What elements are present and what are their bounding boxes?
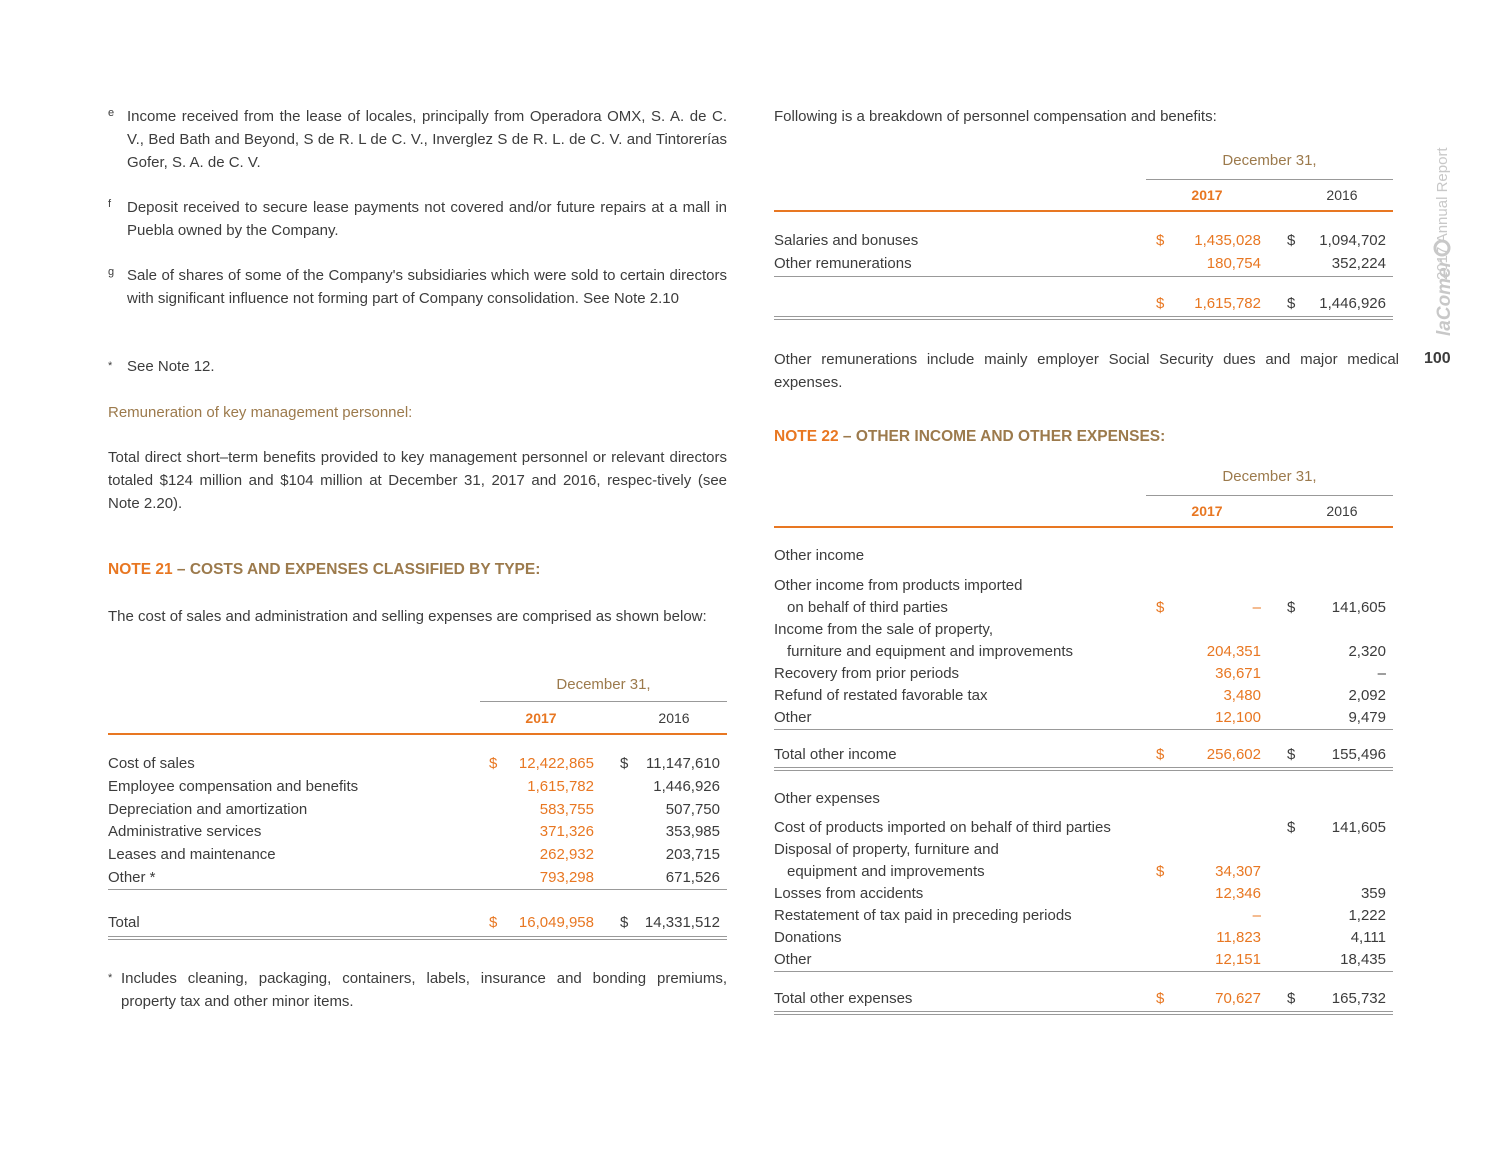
row-label: Other *	[108, 869, 156, 886]
total-double-rule	[774, 316, 1393, 320]
currency-2017: $	[1156, 599, 1165, 616]
value-2017: 1,615,782	[1194, 295, 1261, 312]
row-label: Losses from accidents	[774, 885, 924, 902]
table-row	[774, 663, 1393, 685]
value-2017: 180,754	[1206, 255, 1261, 272]
subtotal-rule	[774, 276, 1393, 277]
row-label: Employee compensation and benefits	[108, 777, 359, 795]
expense-total-double-rule	[774, 1011, 1393, 1015]
table-row	[774, 883, 1393, 905]
year-2016: 2016	[658, 710, 690, 726]
note22-title: – OTHER INCOME AND OTHER EXPENSES:	[838, 428, 1166, 445]
table-row	[774, 230, 1393, 252]
table-row	[774, 619, 1393, 641]
value-2017: 371,326	[539, 823, 594, 841]
value-2016: 155,496	[1331, 746, 1386, 763]
value-2017: 16,049,958	[518, 914, 594, 931]
row-label: Income from the sale of property,	[774, 621, 993, 638]
table-row	[108, 844, 727, 866]
value-2016: 11,147,610	[646, 755, 720, 772]
currency-2016: $	[620, 914, 629, 931]
table-row	[108, 821, 727, 843]
income-total-double-rule	[774, 767, 1393, 771]
note22-heading	[774, 428, 1165, 446]
table-row	[108, 776, 727, 798]
table-period: December 31,	[1222, 468, 1317, 485]
value-2017: 12,422,865	[518, 755, 594, 772]
income-total-row	[774, 744, 1393, 766]
row-label: furniture and equipment and improvements	[787, 643, 1073, 660]
footnote-e	[108, 105, 727, 174]
value-2017: 3,480	[1223, 687, 1261, 704]
expense-subtotal-rule	[774, 971, 1393, 972]
row-label: Salaries and bonuses	[774, 232, 919, 249]
value-2016: 1,446,926	[653, 777, 720, 795]
personnel-intro: Following is a breakdown of personnel compensation and benefits:	[774, 108, 1217, 125]
note22-number: NOTE 22	[774, 428, 839, 445]
note21-intro: The cost of sales and administration and selling expenses are comprised as shown below:	[108, 608, 707, 625]
row-label: Other	[774, 709, 812, 726]
footnote-mark: *	[108, 972, 113, 984]
header-rule	[1146, 179, 1393, 180]
currency-2017: $	[489, 755, 498, 772]
table-row	[108, 753, 727, 775]
value-2016: 14,331,512	[644, 914, 720, 931]
row-label: Administrative services	[108, 823, 262, 841]
table-period: December 31,	[1222, 152, 1317, 169]
value-2016: 1,222	[1348, 907, 1386, 924]
personnel-note: Other remunerations include mainly employer Social Security dues and major medical expenses.	[774, 351, 1399, 391]
year-2017: 2017	[525, 710, 557, 726]
value-2016: 1,094,702	[1319, 232, 1386, 249]
section-label: Other expenses	[774, 790, 880, 807]
value-2017: 1,435,028	[1194, 232, 1261, 249]
value-2016: 1,446,926	[1319, 295, 1386, 312]
row-label: Disposal of property, furniture and	[774, 841, 999, 858]
income-subtotal-rule	[774, 729, 1393, 730]
note21-heading	[108, 561, 540, 579]
row-label: Donations	[774, 929, 842, 946]
footnote-mark: g	[108, 266, 115, 278]
note21-footnote	[108, 967, 727, 1013]
remuneration-heading: Remuneration of key management personnel:	[108, 404, 413, 421]
table-row	[774, 949, 1393, 971]
footnote-text: See Note 12.	[127, 358, 215, 375]
row-label: Other remunerations	[774, 255, 912, 272]
year-2016: 2016	[1326, 187, 1358, 203]
footnote-text: Income received from the lease of locales, principally from Operadora OMX, S. A. de C. V., Bed Bath and Beyond, S de R. L de C. V., Inverglez S de R. L. de C. V. and Tintorerías Gofer, S. A. de C. V.	[127, 108, 727, 171]
footnote-text: Deposit received to secure lease payments not covered and/or future repairs at a mall in Puebla owned by the Company.	[127, 199, 727, 239]
income-heading	[774, 545, 1393, 567]
value-2017: –	[1252, 907, 1261, 924]
logo-text: laComer	[1434, 259, 1455, 336]
currency-2016: $	[620, 755, 629, 772]
table-row	[774, 707, 1393, 729]
value-2017: 70,627	[1215, 990, 1261, 1007]
value-2016: –	[1377, 665, 1386, 682]
table-row	[108, 799, 727, 821]
value-2016: 141,605	[1331, 819, 1386, 836]
table-row	[108, 867, 727, 889]
remuneration-text: Total direct short–term benefits provided to key management personnel or relevant directors totaled $124 million and $104 million at December 31, 2017 and 2016, respec-tively (see Note 2.20).	[108, 449, 727, 512]
row-label: Total other expenses	[774, 990, 913, 1007]
personnel-table	[774, 150, 1393, 325]
note21-number: NOTE 21	[108, 561, 173, 578]
row-label: Cost of products imported on behalf of third parties	[774, 819, 1111, 836]
note22-table	[774, 466, 1393, 1026]
year-2017: 2017	[1191, 187, 1223, 203]
row-label: Cost of sales	[108, 755, 195, 772]
value-2017: 256,602	[1206, 746, 1261, 763]
table-row	[774, 253, 1393, 275]
table-total-row	[108, 912, 727, 934]
value-2017: 36,671	[1215, 665, 1261, 682]
header-rule	[480, 701, 727, 702]
row-label: on behalf of third parties	[787, 599, 948, 616]
currency-2017: $	[1156, 990, 1165, 1007]
value-2016: 359	[1360, 885, 1386, 902]
currency-2017: $	[489, 914, 498, 931]
currency-2017: $	[1156, 746, 1165, 763]
row-label: Restatement of tax paid in preceding periods	[774, 907, 1072, 924]
row-label: Other income from products imported	[774, 577, 1023, 594]
value-2017: 12,151	[1215, 951, 1261, 968]
page-number: 100	[1424, 350, 1451, 367]
currency-2016: $	[1287, 295, 1296, 312]
footnote-mark: *	[108, 360, 113, 372]
value-2016: 4,111	[1350, 929, 1386, 946]
currency-2016: $	[1287, 990, 1296, 1007]
table-row	[774, 927, 1393, 949]
total-double-rule	[108, 936, 727, 940]
expense-total-row	[774, 988, 1393, 1010]
value-2017: 11,823	[1216, 929, 1261, 946]
currency-2017: $	[1156, 232, 1165, 249]
row-label: Refund of restated favorable tax	[774, 687, 988, 704]
table-row	[774, 839, 1393, 861]
table-row	[774, 861, 1393, 883]
currency-2017: $	[1156, 295, 1165, 312]
value-2016: 2,092	[1348, 687, 1386, 704]
value-2016: 671,526	[665, 869, 720, 886]
year-2016: 2016	[1326, 503, 1358, 519]
footnote-star	[108, 355, 727, 378]
row-label: Total other income	[774, 746, 897, 763]
table-row	[774, 575, 1393, 597]
value-2016: 165,732	[1331, 990, 1386, 1007]
header-rule-orange	[774, 526, 1393, 528]
footnote-text: Sale of shares of some of the Company's subsidiaries which were sold to certain directors with significant influence not forming part of Company consolidation. See Note 2.10	[127, 267, 727, 307]
currency-2017: $	[1156, 863, 1165, 880]
footnote-g	[108, 264, 727, 310]
value-2016: 352,224	[1331, 255, 1386, 272]
row-label: Other	[774, 951, 812, 968]
header-rule-orange	[774, 210, 1393, 212]
header-rule	[1146, 495, 1393, 496]
value-2016: 2,320	[1348, 643, 1386, 660]
section-label: Other income	[774, 547, 865, 564]
row-label: Depreciation and amortization	[108, 800, 308, 818]
sidebar-graphic	[1426, 60, 1456, 350]
table-row	[774, 817, 1393, 839]
footnote-text: Includes cleaning, packaging, containers, labels, insurance and bonding premiums, property tax and other minor items.	[121, 970, 727, 1010]
footnote-mark: e	[108, 107, 115, 119]
value-2017: 1,615,782	[527, 777, 594, 795]
value-2017: 583,755	[539, 800, 594, 818]
value-2017: 793,298	[539, 869, 594, 886]
header-rule-orange	[108, 733, 727, 735]
table-total-row	[774, 293, 1393, 315]
subtotal-rule	[108, 889, 727, 890]
value-2016: 507,750	[665, 800, 720, 818]
expense-heading	[774, 788, 1393, 810]
note21-table	[108, 670, 727, 950]
row-label: Recovery from prior periods	[774, 665, 960, 682]
currency-2016: $	[1287, 746, 1296, 763]
value-2017: –	[1252, 599, 1261, 616]
value-2017: 34,307	[1215, 863, 1261, 880]
note21-title: – COSTS AND EXPENSES CLASSIFIED BY TYPE:	[172, 561, 541, 578]
value-2017: 262,932	[539, 846, 594, 864]
value-2017: 204,351	[1206, 643, 1261, 660]
value-2016: 203,715	[665, 846, 720, 864]
currency-2016: $	[1287, 599, 1296, 616]
row-label: Total	[108, 914, 140, 931]
value-2017: 12,100	[1215, 709, 1261, 726]
report-title-text: 2017 Annual Report	[1434, 147, 1451, 280]
value-2016: 141,605	[1331, 599, 1386, 616]
table-row	[774, 641, 1393, 663]
value-2016: 353,985	[665, 823, 720, 841]
value-2017: 12,346	[1215, 885, 1261, 902]
table-row	[774, 905, 1393, 927]
table-row	[774, 597, 1393, 619]
table-row	[774, 685, 1393, 707]
year-2017: 2017	[1191, 503, 1223, 519]
table-period: December 31,	[556, 676, 651, 693]
row-label: equipment and improvements	[787, 863, 985, 880]
row-label: Leases and maintenance	[108, 846, 276, 864]
footnote-f	[108, 196, 727, 242]
value-2016: 18,435	[1340, 951, 1386, 968]
value-2016: 9,479	[1348, 709, 1386, 726]
footnote-mark: f	[108, 198, 112, 210]
currency-2016: $	[1287, 232, 1296, 249]
currency-2016: $	[1287, 819, 1296, 836]
